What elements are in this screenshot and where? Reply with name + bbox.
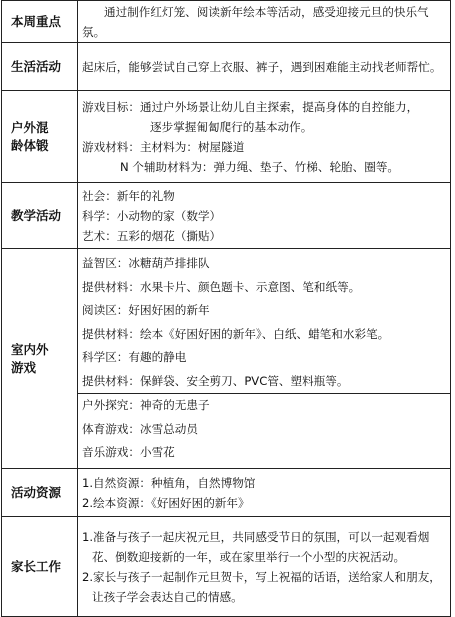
label-activity-resources: 活动资源	[2, 469, 78, 517]
row-teaching-activities	[2, 183, 451, 249]
label-parent-work: 家长工作	[2, 517, 78, 617]
outdoor-material-main: 游戏材料：主材料为：树屋隧道	[82, 139, 245, 154]
row-outdoor-exercise	[2, 91, 451, 183]
row-indoor-outdoor-games	[2, 249, 451, 469]
resource-item: 2.绘本资源：《好困好困的新年》	[82, 495, 250, 510]
reading-area: 阅读区：好困好困的新年	[82, 303, 210, 318]
row-daily-life	[2, 43, 451, 91]
outdoor-game-item: 户外探究：神奇的无患子	[82, 398, 210, 413]
weekly-focus-text: 通过制作红灯笼、阅读新年绘本等活动，感受迎接元旦的快乐气氛。	[82, 4, 429, 39]
content-activity-resources	[78, 469, 451, 517]
reading-area-materials: 提供材料：绘本《好困好困的新年》、白纸、蜡笔和水彩笔。	[82, 326, 390, 341]
label-games-line-2: 游戏	[11, 359, 37, 375]
label-teaching-activities: 教学活动	[2, 183, 78, 249]
label-weekly-focus: 本周重点	[2, 1, 78, 43]
content-daily-life	[78, 43, 451, 91]
content-indoor-outdoor-games	[78, 249, 451, 469]
teaching-item: 艺术：五彩的烟花（撕贴）	[82, 228, 222, 243]
outdoor-games-block	[78, 393, 450, 465]
parent-work-item: 2.家长与孩子一起制作元旦贺卡，写上祝福的话语，送给家人和朋友，让孩子学会表达自己的情感。	[82, 569, 441, 604]
outdoor-game-item: 体育游戏：冰雪总动员	[82, 421, 198, 436]
label-outdoor-line-2: 龄体锻	[11, 137, 49, 153]
resource-item: 1.自然资源：种植角，自然博物馆	[82, 475, 256, 490]
label-outdoor-line-1: 户外混	[11, 119, 49, 135]
label-games-line-1: 室内外	[11, 341, 49, 357]
label-outdoor-exercise	[2, 91, 78, 183]
row-weekly-focus	[2, 1, 451, 43]
row-parent-work	[2, 517, 451, 617]
outdoor-game-item: 音乐游戏：小雪花	[82, 445, 175, 460]
parent-work-item: 1.准备与孩子一起庆祝元旦，共同感受节日的氛围，可以一起观看烟花、倒数迎接新的一年，或在家里举行一个小型的庆祝活动。	[82, 529, 430, 564]
content-outdoor-exercise	[78, 91, 451, 183]
science-area-materials: 提供材料：保鲜袋、安全剪刀、PVC管、塑料瓶等。	[82, 373, 349, 388]
row-activity-resources	[2, 469, 451, 517]
outdoor-goal-line-1: 游戏目标：通过户外场景让幼儿自主探索，提高身体的自控能力，	[82, 99, 419, 114]
puzzle-area: 益智区：冰糖葫芦排排队	[82, 256, 210, 271]
outdoor-material-aux: N 个辅助材料为：弹力绳、垫子、竹梯、轮胎、圈等。	[120, 159, 400, 174]
teaching-item: 社会：新年的礼物	[82, 188, 175, 203]
content-weekly-focus	[78, 1, 451, 43]
puzzle-area-materials: 提供材料：水果卡片、颜色题卡、示意图、笔和纸等。	[82, 279, 361, 294]
teaching-item: 科学：小动物的家（数学）	[82, 208, 222, 223]
science-area: 科学区：有趣的静电	[82, 350, 187, 365]
label-daily-life: 生活活动	[2, 43, 78, 91]
content-teaching-activities	[78, 183, 451, 249]
daily-life-text: 起床后，能够尝试自己穿上衣服、裤子，遇到困难能主动找老师帮忙。	[82, 59, 442, 74]
content-parent-work	[78, 517, 451, 617]
outdoor-goal-line-2: 逐步掌握匍匐爬行的基本动作。	[150, 119, 313, 134]
weekly-plan-table	[1, 0, 451, 617]
label-indoor-outdoor-games	[2, 249, 78, 469]
